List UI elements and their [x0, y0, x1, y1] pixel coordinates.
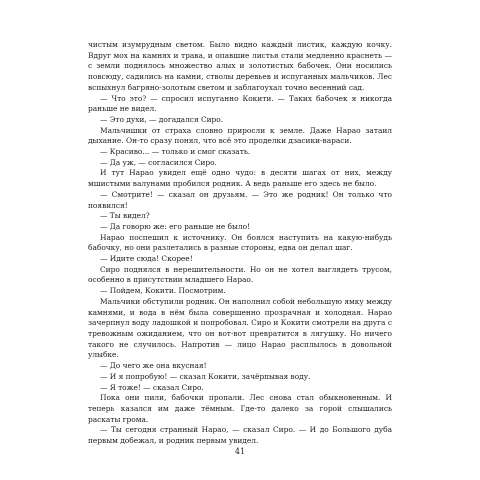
- paragraph: чистым изумрудным светом. Было видно каждый листик, каждую кочку. Вдруг мох на камнях и трава, и опавшие листья стали медленно краснеть — с земли поднялось множество алых и золотистых бабочек. Они носились повсюду, садились на камни, стволы деревьев и испуганных мальчиков. Лес вспыхнул багряно-золотым светом и заблагоухал точно весенний сад.: [88, 40, 392, 92]
- paragraph: — Смотрите! — сказал он друзьям. — Это же родник! Он только что появился!: [88, 189, 392, 210]
- paragraph: Сиро поднялся в нерешительности. Но он не хотел выглядеть трусом, особенно в присутствии младшего Нарао.: [88, 264, 392, 285]
- paragraph: — До чего же она вкусная!: [100, 361, 207, 371]
- paragraph: — Что это? — спросил испуганно Кокити. — Таких бабочек я никогда раньше не видел.: [88, 93, 392, 114]
- body-text: [88, 40, 392, 447]
- paragraph: — Пойдем, Кокити. Посмотрим.: [100, 286, 226, 296]
- paragraph: Пока они пили, бабочки пропали. Лес снова стал обыкновенным. И теперь казался им даже тёмным. Где-то далеко за горой слышались раскаты грома.: [88, 393, 392, 424]
- paragraph: — Я тоже! — сказал Сиро.: [100, 382, 204, 392]
- paragraph: — Идите сюда! Скорее!: [100, 254, 193, 264]
- paragraph: Мальчики обступили родник. Он наполнил собой небольшую ямку между камнями, и вода в нём была совершенно прозрачная и холодная. Нарао зачерпнул воду ладошкой и попробовал. Сиро и Кокити смотрели на друга с тревожным ожиданием, что он вот-вот превратится в лягушку. Но ничего такого не случилось. Напротив — лицо Нарао расплылось в довольной улыбке.: [88, 296, 393, 360]
- paragraph: — Красиво... — только и смог сказать.: [100, 147, 251, 157]
- paragraph: — Это духи, — догадался Сиро.: [100, 114, 224, 124]
- page-number: 41: [234, 447, 246, 456]
- paragraph: — И я попробую! — сказал Кокити, зачёрпывая воду.: [100, 371, 311, 381]
- paragraph: — Да говорю же: его раньше не было!: [100, 221, 251, 231]
- paragraph: — Ты видел?: [100, 211, 150, 221]
- paragraph: И тут Нарао увидел ещё одно чудо: в десяти шагах от них, между мшистыми валунами пробился родник. А ведь раньше его здесь не было.: [88, 168, 392, 189]
- paragraph: Мальчишки от страха словно приросли к земле. Даже Нарао затаил дыхание. Он-то сразу понял, что всё это проделки дзасики-вараси.: [88, 125, 392, 146]
- paragraph: — Да уж, — согласился Сиро.: [100, 157, 217, 167]
- paragraph: — Ты сегодня странный Нарао, — сказал Сиро. — И до Большого дуба первым добежал, и родник первым увидел.: [88, 425, 392, 446]
- paragraph: Нарао поспешил к источнику. Он боялся наступить на какую-нибудь бабочку, но они разлетались в разные стороны, едва он делал шаг.: [88, 232, 392, 253]
